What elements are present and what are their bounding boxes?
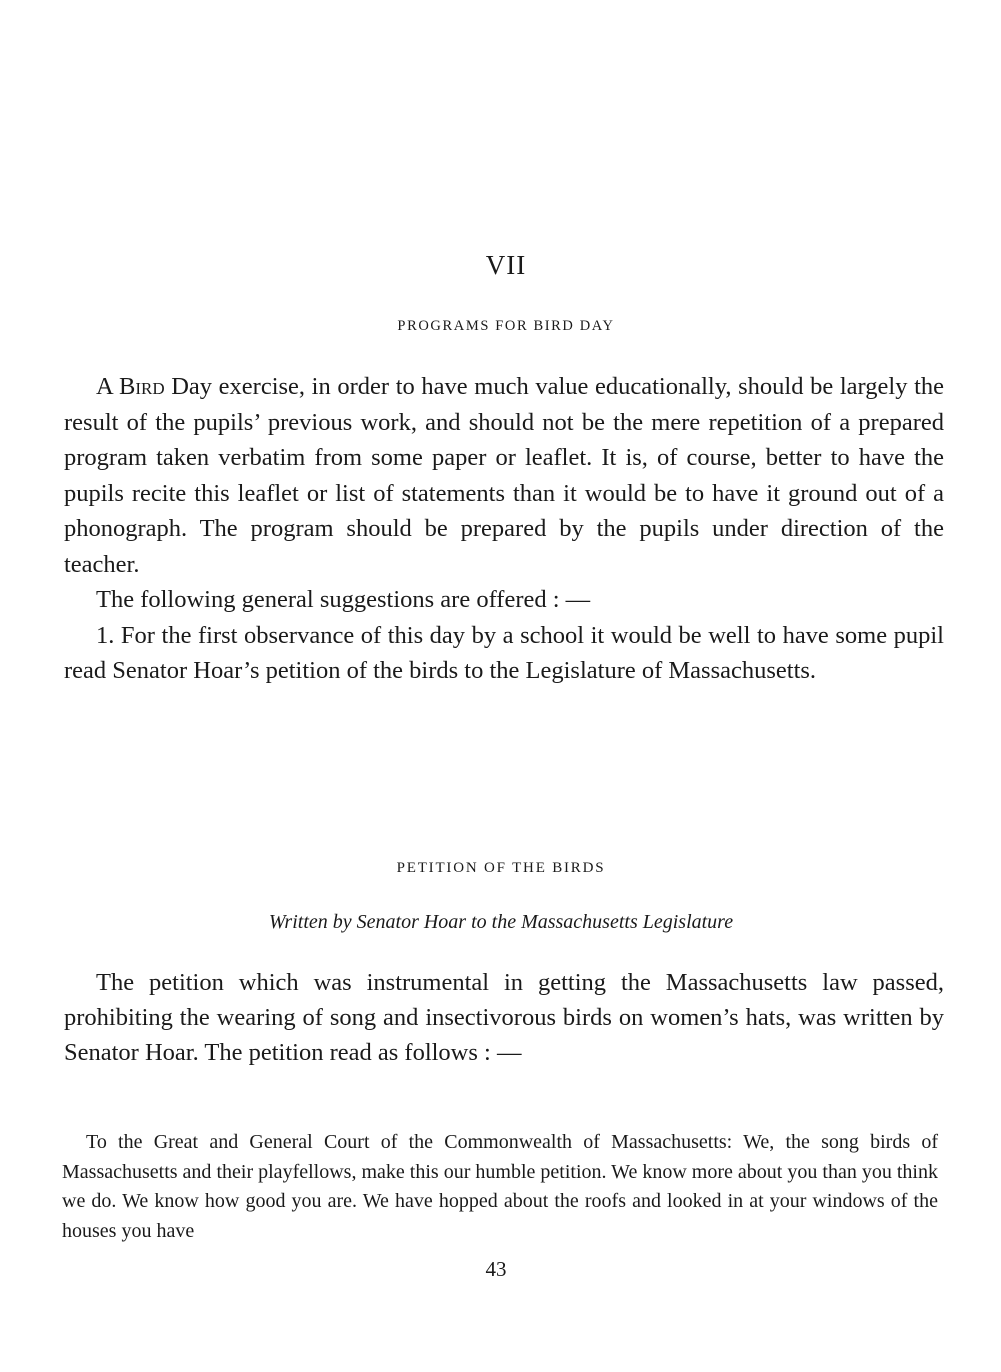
petition-intro-section bbox=[64, 965, 944, 1070]
intro-paragraph-1-text: Day exercise, in order to have much value educationally, should be largely the result of the pupils’ previous work, and should not be the mere repetition of a prepared program taken verbatim from some paper or leaflet. It is, of course, better to have the pupils recite this leaflet or list of statements than it would be to have it ground out of a phonograph. The program should be prepared by the pupils under direction of the teacher. bbox=[64, 373, 945, 578]
intro-lead: A bbox=[96, 373, 119, 400]
intro-smallcaps-word: Bird bbox=[118, 373, 165, 400]
intro-section bbox=[64, 369, 944, 689]
petition-intro-paragraph: The petition which was instrumental in getting the Massachusetts law passed, prohibiting the wearing of song and insectivorous birds on women’s hats, was written by Senator Hoar. The petition read as follows : — bbox=[64, 969, 944, 1066]
chapter-number: VII bbox=[485, 250, 527, 280]
petition-heading: PETITION OF THE BIRDS bbox=[396, 860, 606, 876]
chapter-title: PROGRAMS FOR BIRD DAY bbox=[397, 318, 615, 334]
petition-letter-section bbox=[62, 1128, 938, 1246]
petition-letter-paragraph: To the Great and General Court of the Commonwealth of Massachusetts: We, the song birds of Massachusetts and their playfellows, make this our humble petition. We know more about you than you think we do. We know how good you are. We have hopped about the roofs and looked in at your windows of the houses you have bbox=[62, 1131, 938, 1242]
intro-paragraph-3: 1. For the first observance of this day by a school it would be well to have some pupil read Senator Hoar’s petition of the birds to the Legislature of Massachusetts. bbox=[64, 621, 944, 684]
intro-paragraph-1 bbox=[64, 369, 944, 582]
intro-paragraph-2: The following general suggestions are offered : — bbox=[96, 586, 591, 613]
page-number: 43 bbox=[485, 1257, 507, 1281]
petition-subtitle: Written by Senator Hoar to the Massachusetts Legislature bbox=[268, 911, 734, 933]
